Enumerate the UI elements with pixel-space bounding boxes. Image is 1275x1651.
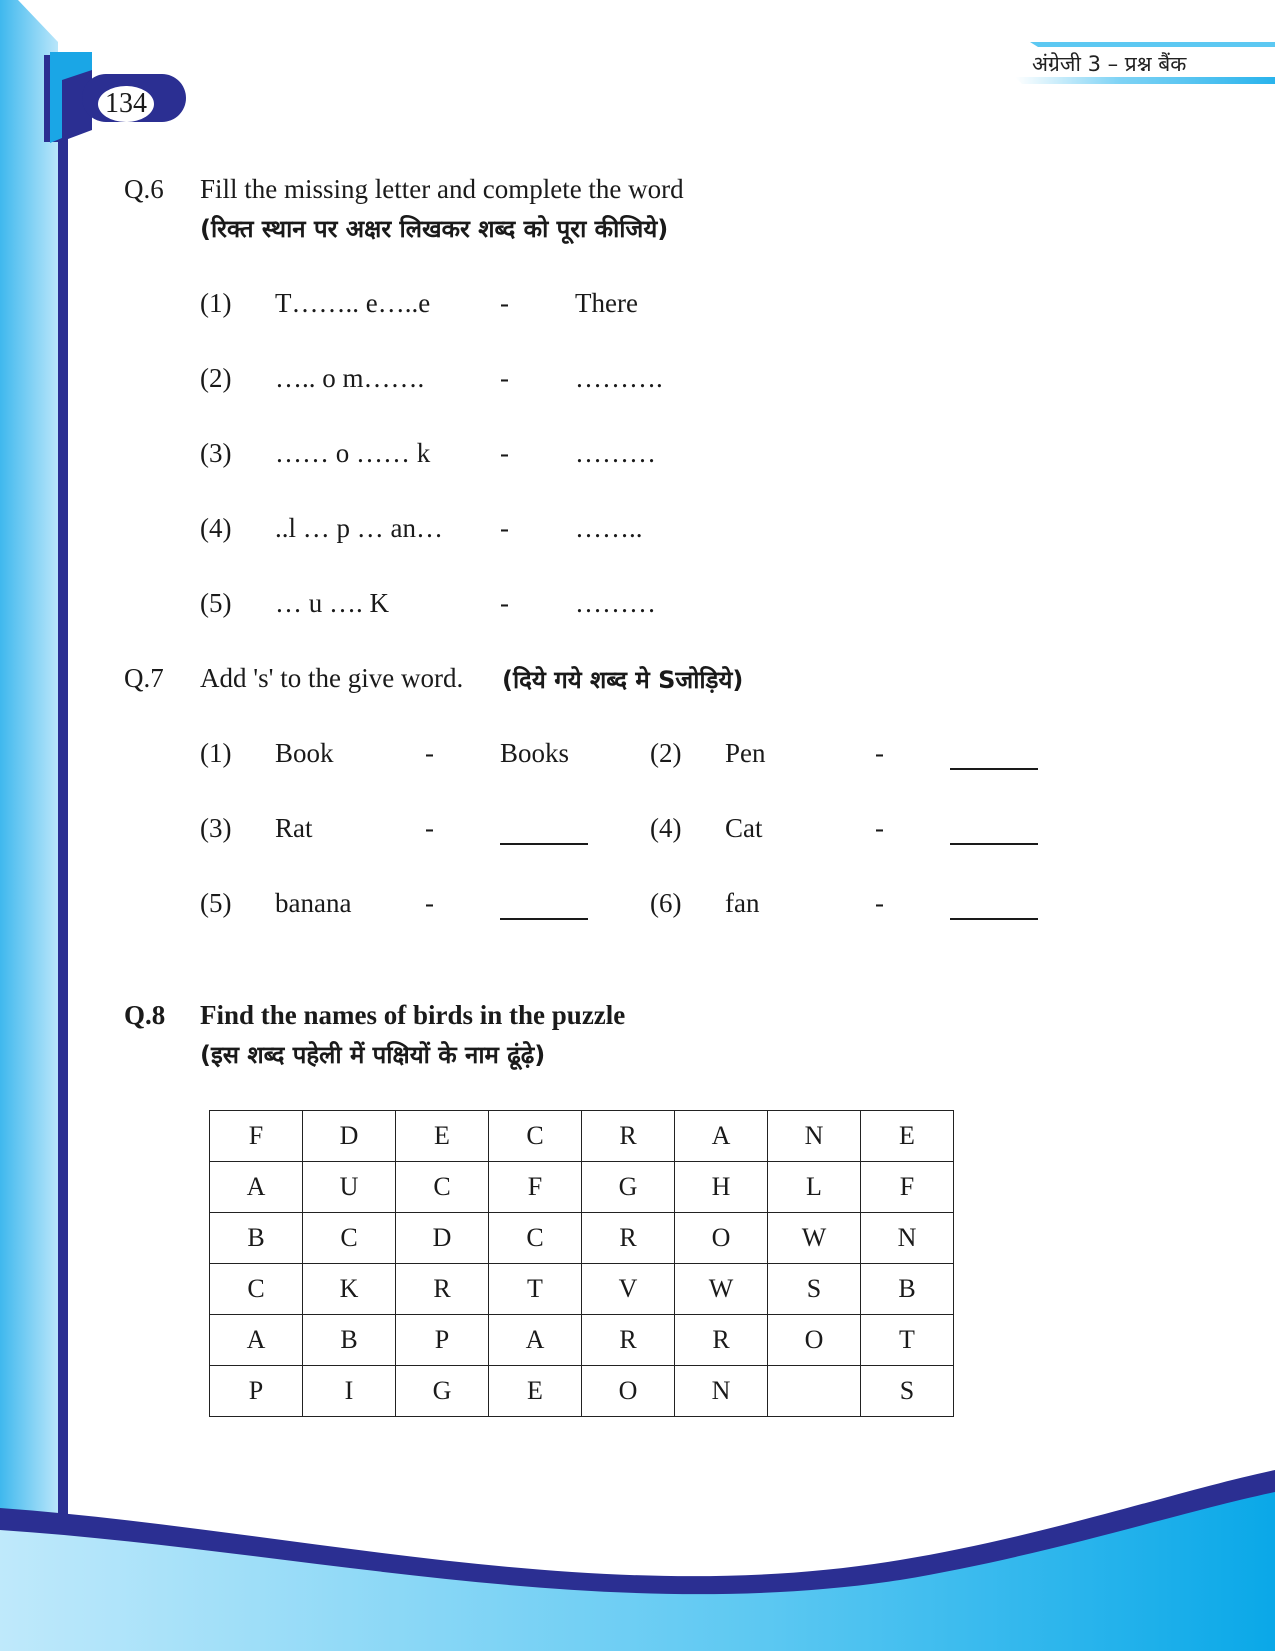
item-number: (5) [200,588,232,618]
grid-cell[interactable]: R [582,1111,675,1162]
grid-cell[interactable]: P [210,1366,303,1417]
q6-number: Q.6 [124,174,164,204]
grid-cell[interactable]: C [396,1162,489,1213]
item-answer: ……… [575,438,656,468]
q6-title: Fill the missing letter and complete the word [200,174,684,204]
item-dash: - [425,888,434,918]
grid-cell[interactable]: D [396,1213,489,1264]
item-clue: T…….. e…..e [275,288,431,318]
grid-cell[interactable] [768,1366,861,1417]
item-dash: - [500,438,509,468]
item-clue: ..l … p … an… [275,513,443,543]
grid-cell[interactable]: O [675,1213,768,1264]
word-search-grid [209,1110,954,1417]
item-answer: There [575,288,638,318]
item-answer: Books [500,738,570,768]
grid-cell[interactable]: U [303,1162,396,1213]
grid-cell[interactable]: E [861,1111,954,1162]
grid-cell[interactable]: N [768,1111,861,1162]
item-dash: - [500,513,509,543]
item-clue: …… o …… k [275,438,431,468]
answer-blank-line[interactable] [500,843,588,845]
item-dash: - [875,888,884,918]
grid-cell[interactable]: R [582,1213,675,1264]
page-number: 134 [98,86,154,122]
answer-blank-line[interactable] [950,768,1038,770]
item-dash: - [875,813,884,843]
item-dash: - [425,813,434,843]
grid-cell[interactable]: G [582,1162,675,1213]
grid-cell[interactable]: R [675,1315,768,1366]
grid-cell[interactable]: F [861,1162,954,1213]
grid-cell[interactable]: L [768,1162,861,1213]
grid-cell[interactable]: R [396,1264,489,1315]
grid-cell[interactable]: B [303,1315,396,1366]
item-dash: - [500,363,509,393]
grid-cell[interactable]: E [396,1111,489,1162]
grid-cell[interactable]: C [489,1213,582,1264]
item-dash: - [425,738,434,768]
grid-cell[interactable]: O [768,1315,861,1366]
item-number: (4) [200,513,232,543]
grid-row [210,1366,954,1417]
item-word: Cat [725,813,763,843]
grid-cell[interactable]: C [489,1111,582,1162]
q7-number: Q.7 [124,663,164,693]
item-word: Pen [725,738,766,768]
answer-blank-line[interactable] [950,843,1038,845]
grid-cell[interactable]: N [861,1213,954,1264]
grid-cell[interactable]: F [210,1111,303,1162]
grid-cell[interactable]: C [303,1213,396,1264]
grid-cell[interactable]: W [675,1264,768,1315]
item-number: (1) [200,288,232,318]
grid-row [210,1111,954,1162]
item-number: (2) [650,738,682,768]
grid-cell[interactable]: T [861,1315,954,1366]
grid-cell[interactable]: D [303,1111,396,1162]
q8-title: Find the names of birds in the puzzle [200,1000,626,1030]
item-number: (2) [200,363,232,393]
q6-hindi-instruction: (रिक्त स्थान पर अक्षर लिखकर शब्द को पूरा कीजिये) [200,215,669,243]
grid-cell[interactable]: I [303,1366,396,1417]
answer-blank-line[interactable] [950,918,1038,920]
grid-cell[interactable]: A [675,1111,768,1162]
item-word: fan [725,888,760,918]
item-number: (5) [200,888,232,918]
grid-row [210,1264,954,1315]
grid-cell[interactable]: P [396,1315,489,1366]
item-number: (4) [650,813,682,843]
grid-row [210,1315,954,1366]
grid-cell[interactable]: O [582,1366,675,1417]
item-number: (3) [200,813,232,843]
grid-cell[interactable]: S [768,1264,861,1315]
grid-cell[interactable]: K [303,1264,396,1315]
item-dash: - [875,738,884,768]
q7-hindi-instruction: (दिये गये शब्द मे Sजोड़िये) [502,666,744,694]
grid-cell[interactable]: V [582,1264,675,1315]
grid-cell[interactable]: R [582,1315,675,1366]
grid-cell[interactable]: A [210,1315,303,1366]
grid-cell[interactable]: B [210,1213,303,1264]
grid-cell[interactable]: C [210,1264,303,1315]
running-header: अंग्रेजी 3 – प्रश्न बैंक [1032,52,1187,76]
grid-cell[interactable]: N [675,1366,768,1417]
answer-blank-line[interactable] [500,918,588,920]
grid-row [210,1213,954,1264]
grid-row [210,1162,954,1213]
grid-cell[interactable]: B [861,1264,954,1315]
grid-cell[interactable]: T [489,1264,582,1315]
grid-cell[interactable]: A [489,1315,582,1366]
item-answer: ……… [575,588,656,618]
item-number: (3) [200,438,232,468]
item-word: Rat [275,813,313,843]
q7-title: Add 's' to the give word. [200,663,464,693]
grid-cell[interactable]: F [489,1162,582,1213]
grid-cell[interactable]: A [210,1162,303,1213]
grid-cell[interactable]: S [861,1366,954,1417]
item-number: (1) [200,738,232,768]
item-answer: ………. [575,363,663,393]
grid-cell[interactable]: W [768,1213,861,1264]
item-clue: ….. o m……. [275,363,425,393]
q8-hindi-instruction: (इस शब्द पहेली में पक्षियों के नाम ढूंढ़े) [200,1041,546,1069]
grid-cell[interactable]: H [675,1162,768,1213]
item-number: (6) [650,888,682,918]
item-clue: … u …. K [275,588,389,618]
item-answer: …….. [575,513,643,543]
item-word: banana [275,888,352,918]
grid-cell[interactable]: G [396,1366,489,1417]
item-dash: - [500,288,509,318]
item-dash: - [500,588,509,618]
item-word: Book [275,738,334,768]
grid-cell[interactable]: E [489,1366,582,1417]
q8-number: Q.8 [124,1000,166,1030]
